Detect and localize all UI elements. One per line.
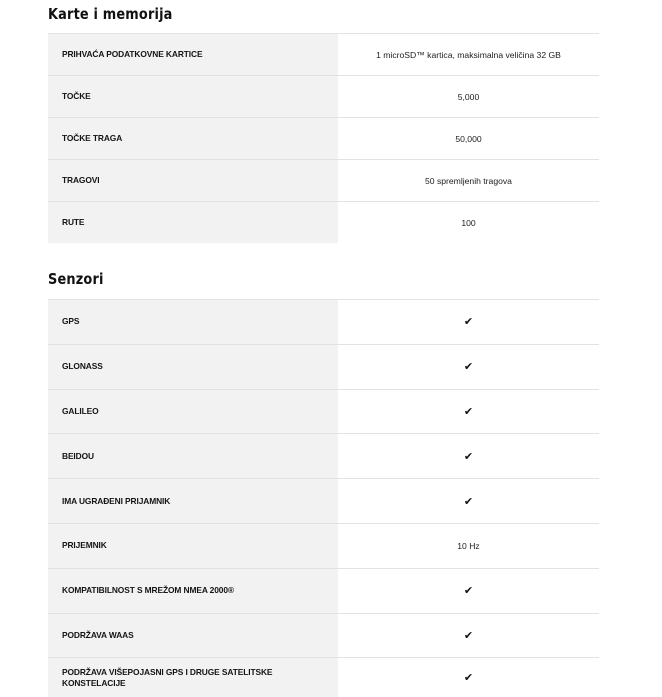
spec-label: PRIJEMNIK [48,524,338,568]
spec-label: PRIHVAĆA PODATKOVNE KARTICE [48,34,338,75]
spec-row [48,75,599,117]
checkmark-icon: ✔ [463,628,474,642]
spec-row [48,478,599,523]
spec-label: RUTE [48,202,338,243]
spec-row [48,568,599,613]
spec-value [338,479,599,523]
spec-row [48,389,599,434]
spec-value [338,658,599,697]
checkmark-icon: ✔ [463,315,474,329]
spec-label: BEIDOU [48,434,338,478]
spec-label: TOČKE [48,76,338,117]
spec-label: TRAGOVI [48,160,338,201]
spec-value: 5,000 [338,76,599,117]
spec-value: 10 Hz [338,524,599,568]
checkmark-icon: ✔ [463,584,474,598]
spec-value [338,569,599,613]
spec-value [338,300,599,344]
spec-row [48,201,599,243]
checkmark-icon: ✔ [463,449,474,463]
spec-value: 1 microSD™ kartica, maksimalna veličina 32 GB [338,34,599,75]
spec-value: 100 [338,202,599,243]
spec-row [48,523,599,568]
checkmark-icon: ✔ [463,360,474,374]
spec-value [338,614,599,658]
spec-label: GLONASS [48,345,338,389]
spec-label: TOČKE TRAGA [48,118,338,159]
spec-label: KOMPATIBILNOST S MREŽOM NMEA 2000® [48,569,338,613]
spec-row [48,33,599,75]
spec-value [338,345,599,389]
checkmark-icon: ✔ [463,671,474,685]
spec-value: 50 spremljenih tragova [338,160,599,201]
spec-label: GPS [48,300,338,344]
spec-label: PODRŽAVA VIŠEPOJASNI GPS I DRUGE SATELITSKE KONSTELACIJE [48,658,338,697]
spec-table [48,299,599,697]
spec-label: IMA UGRAĐENI PRIJAMNIK [48,479,338,523]
spec-label: GALILEO [48,390,338,434]
spec-label: PODRŽAVA WAAS [48,614,338,658]
spec-value [338,390,599,434]
spec-row [48,299,599,344]
spec-row [48,117,599,159]
checkmark-icon: ✔ [463,494,474,508]
section-sensors [48,269,599,688]
spec-value [338,434,599,478]
spec-table [48,33,599,243]
section-title: Karte i memorija [48,5,173,23]
spec-row [48,344,599,389]
checkmark-icon: ✔ [463,404,474,418]
section-cards-memory [48,4,599,228]
spec-row [48,613,599,658]
spec-row [48,433,599,478]
spec-row [48,657,599,697]
spec-row [48,159,599,201]
spec-value: 50,000 [338,118,599,159]
section-title: Senzori [48,270,104,288]
